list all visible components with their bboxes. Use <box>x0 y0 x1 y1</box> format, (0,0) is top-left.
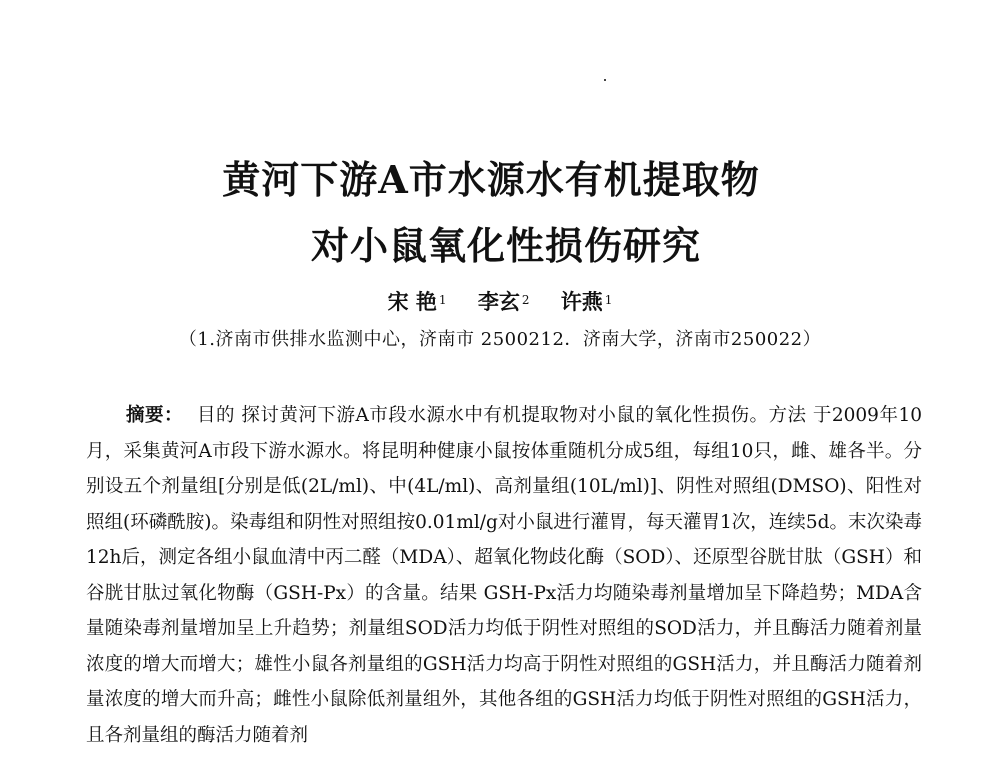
author-2-name: 李玄 <box>477 289 520 314</box>
author-3 <box>561 289 613 314</box>
title-line-1: 黄河下游A市水源水有机提取物 <box>222 157 760 202</box>
author-1-name: 宋 艳 <box>387 289 437 314</box>
author-3-name: 许燕 <box>560 289 603 314</box>
author-1 <box>388 289 447 314</box>
abstract-label: 摘要： <box>126 405 184 426</box>
author-list <box>0 288 1000 316</box>
author-3-affil-mark: 1 <box>604 293 613 307</box>
title-line-2: 对小鼠氧化性损伤研究 <box>310 223 701 268</box>
affiliation: （1.济南市供排水监测中心，济南市 2500212．济南大学，济南市250022） <box>178 329 822 350</box>
author-2 <box>478 289 530 314</box>
author-1-affil-mark: 1 <box>438 293 447 307</box>
abstract-text: 目的 探讨黄河下游A市段水源水中有机提取物对小鼠的氧化性损伤。方法 于2009年10月，采集黄河A市段下游水源水。将昆明种健康小鼠按体重随机分成5组，每组10只，雌、雄各半。分别设五个剂量组[分别是低(2L/ml)、中(4L/ml)、高剂量组(10L/ml)]、阴性对照组(DMSO)、阳性对照组(环磷酰胺)。染毒组和阴性对照组按0.01ml/g对小鼠进行灌胃，每天灌胃1次，连续5d。末次染毒12h后，测定各组小鼠血清中丙二醛（MDA）、超氧化物歧化酶（SOD）、还原型谷胱甘肽（GSH）和谷胱甘肽过氧化物酶（GSH-Px）的含量。结果 GSH-Px活力均随染毒剂量增加呈下降趋势；MDA含量随染毒剂量增加呈上升趋势；剂量组SOD活力均低于阴性对照组的SOD活力，并且酶活力随着剂量浓度的增大而增大；雄性小鼠各剂量组的GSH活力均高于阴性对照组的GSH活力，并且酶活力随着剂量浓度的增大而升高；雌性小鼠除低剂量组外，其他各组的GSH活力均低于阴性对照组的GSH活力，且各剂量组的酶活力随着剂 <box>86 405 922 746</box>
author-2-affil-mark: 2 <box>521 293 530 307</box>
scan-speck <box>604 79 606 81</box>
abstract <box>86 398 922 753</box>
